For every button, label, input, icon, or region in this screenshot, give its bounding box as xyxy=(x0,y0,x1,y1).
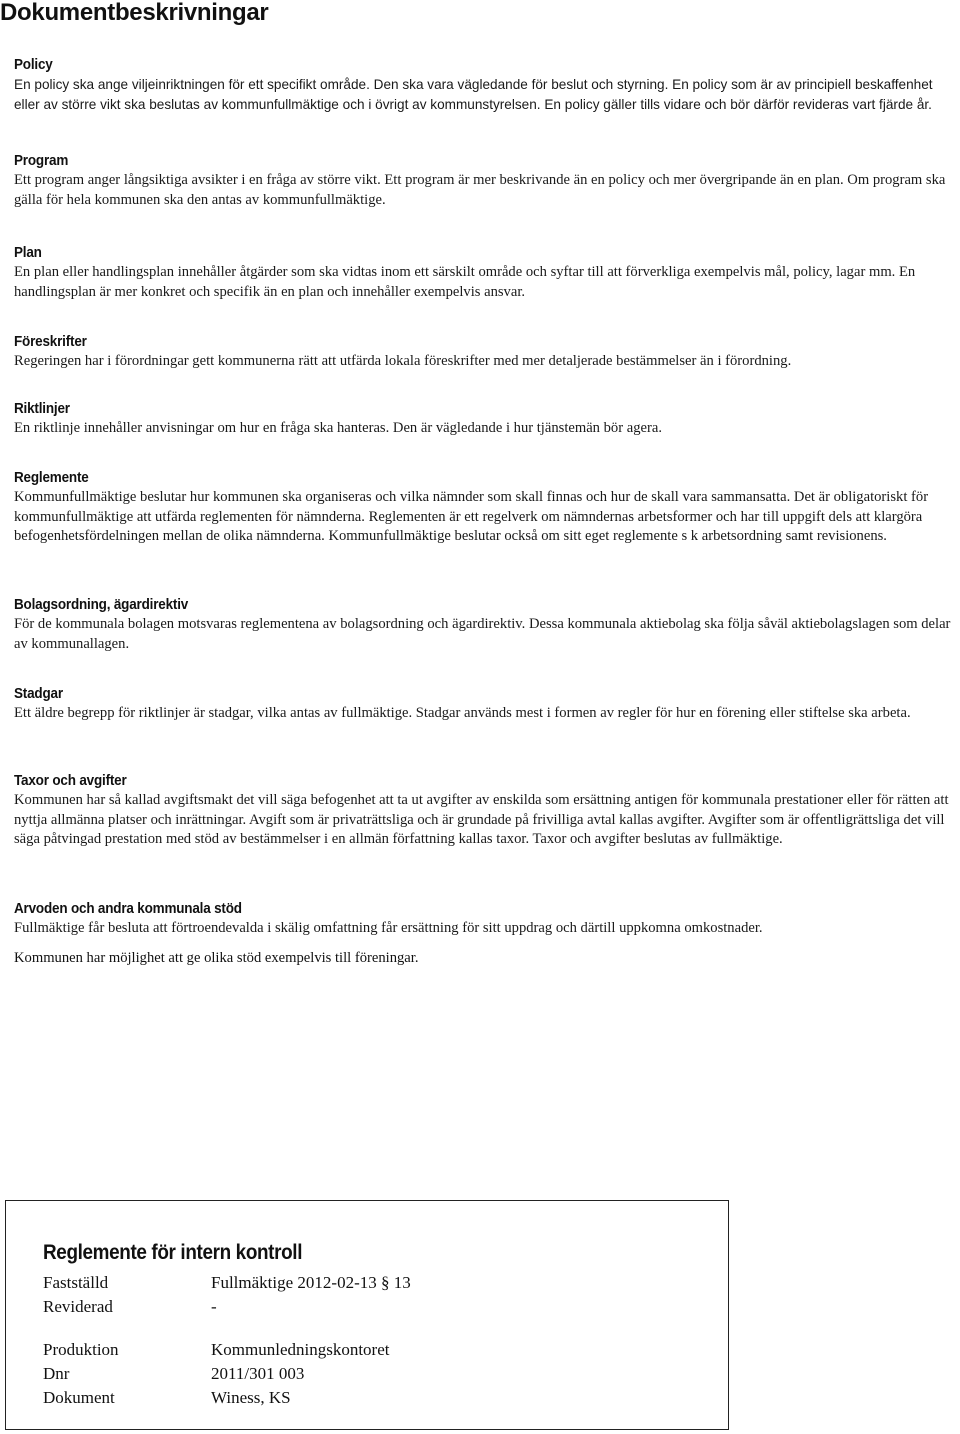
section-text: Regeringen har i förordningar gett kommunerna rätt att utfärda lokala föreskrifter med mer detaljerade bestämmelser än i förordning. xyxy=(14,353,792,369)
colophon-label: Produktion xyxy=(43,1340,119,1359)
section-stadgar xyxy=(14,684,958,771)
closing-paragraph xyxy=(14,949,958,969)
section-heading: Stadgar xyxy=(14,686,63,702)
section-text: En riktlinje innehåller anvisningar om hur en fråga ska hanteras. Den är vägledande i hur tjänstemän bör agera. xyxy=(14,420,662,436)
section-taxor xyxy=(14,771,958,899)
section-plan xyxy=(14,243,958,332)
colophon-label: Dnr xyxy=(43,1364,70,1383)
closing-text: Kommunen har möjlighet att ge olika stöd exempelvis till föreningar. xyxy=(14,950,419,966)
section-riktlinjer xyxy=(14,399,958,468)
colophon-value: - xyxy=(211,1297,217,1316)
colophon-row-produktion xyxy=(43,1340,389,1360)
section-foreskrifter xyxy=(14,332,958,399)
colophon-row-faststalld xyxy=(43,1273,411,1293)
section-text: Kommunfullmäktige beslutar hur kommunen ska organiseras och vilka nämnder som skall finnas och hur de skall vara sammansatta. Det är obligatoriskt för kommunfullmäktige att utfärda reglementen för nämnderna. Reglementen är ett regelverk om nämndernas arbetsformer och har till uppgift dels att klargöra befogenhetsfördelningen mellan de olika nämnderna. Kommunfullmäktige beslutar också om sitt eget reglemente s k arbetsordning samt revisionens. xyxy=(14,489,929,544)
section-text: En plan eller handlingsplan innehåller åtgärder som ska vidtas inom ett särskilt område och syftar till att förverkliga exempelvis mål, policy, lagar mm. En handlingsplan är mer konkret och specifik än en plan och innehåller exempelvis ansvar. xyxy=(14,264,916,300)
section-text: Kommunen har så kallad avgiftsmakt det vill säga befogenhet att ta ut avgifter av enskilda som ersättning antigen för kommunala prestationer eller för rätten att nyttja allmänna platser och inrättningar. Avgift som är privaträttsliga och är grundade på frivilliga avtal kallas avgifter. Avgifter som är offentligrättsliga det vill säga påtvingad prestation med stöd av bestämmelser i en allmän författning kallas taxor. Taxor och avgifter beslutas av fullmäktige. xyxy=(14,792,949,847)
section-reglemente xyxy=(14,468,958,595)
colophon-value: 2011/301 003 xyxy=(211,1364,305,1383)
section-heading: Taxor och avgifter xyxy=(14,773,127,789)
section-heading: Program xyxy=(14,153,69,169)
section-text: Ett program anger långsiktiga avsikter i en fråga av större vikt. Ett program är mer beskrivande än en policy och mer övergripande än en plan. Om program ska gälla för hela kommunen ska den antas av kommunfullmäktige. xyxy=(14,172,946,208)
section-heading: Arvoden och andra kommunala stöd xyxy=(14,901,242,917)
colophon-row-dokument xyxy=(43,1388,291,1408)
colophon-label: Reviderad xyxy=(43,1297,113,1316)
section-heading: Riktlinjer xyxy=(14,401,70,417)
section-policy xyxy=(14,55,958,151)
section-text: För de kommunala bolagen motsvaras reglementena av bolagsordning och ägardirektiv. Dessa kommunala aktiebolag ska följa såväl aktiebolagslagen som delar av kommunallagen. xyxy=(14,616,951,652)
colophon-value: Winess, KS xyxy=(211,1388,291,1407)
section-heading: Föreskrifter xyxy=(14,334,87,350)
section-text: Ett äldre begrepp för riktlinjer är stadgar, vilka antas av fullmäktige. Stadgar används mest i formen av regler för hur en förening eller stiftelse ska arbeta. xyxy=(14,705,911,721)
section-text: Fullmäktige får besluta att förtroendevalda i skälig omfattning får ersättning för sitt uppdrag och därtill uppkomna omkostnader. xyxy=(14,920,763,936)
section-heading: Bolagsordning, ägardirektiv xyxy=(14,597,189,613)
colophon-row-dnr xyxy=(43,1364,304,1384)
section-arvoden xyxy=(14,899,958,949)
section-heading: Policy xyxy=(14,57,53,73)
section-bolagsordning xyxy=(14,595,958,684)
page-title: Dokumentbeskrivningar xyxy=(0,0,269,26)
document-body xyxy=(14,55,958,969)
colophon-row-reviderad xyxy=(43,1297,217,1317)
colophon-label: Fastställd xyxy=(43,1273,109,1292)
colophon-label: Dokument xyxy=(43,1388,115,1407)
colophon-value: Fullmäktige 2012-02-13 § 13 xyxy=(211,1273,411,1292)
colophon-value: Kommunledningskontoret xyxy=(211,1340,390,1359)
section-heading: Reglemente xyxy=(14,470,89,486)
section-program xyxy=(14,151,958,243)
section-text: En policy ska ange viljeinriktningen för ett specifikt område. Den ska vara vägledande för beslut och styrning. En policy som är av principiell beskaffenhet eller av större vikt ska beslutas av kommunfullmäktige och i övrigt av kommunstyrelsen. En policy gäller tills vidare och bör därför revideras vart fjärde år. xyxy=(14,77,933,112)
section-heading: Plan xyxy=(14,245,42,261)
colophon-box xyxy=(5,1200,729,1430)
colophon-title: Reglemente för intern kontroll xyxy=(43,1241,303,1264)
